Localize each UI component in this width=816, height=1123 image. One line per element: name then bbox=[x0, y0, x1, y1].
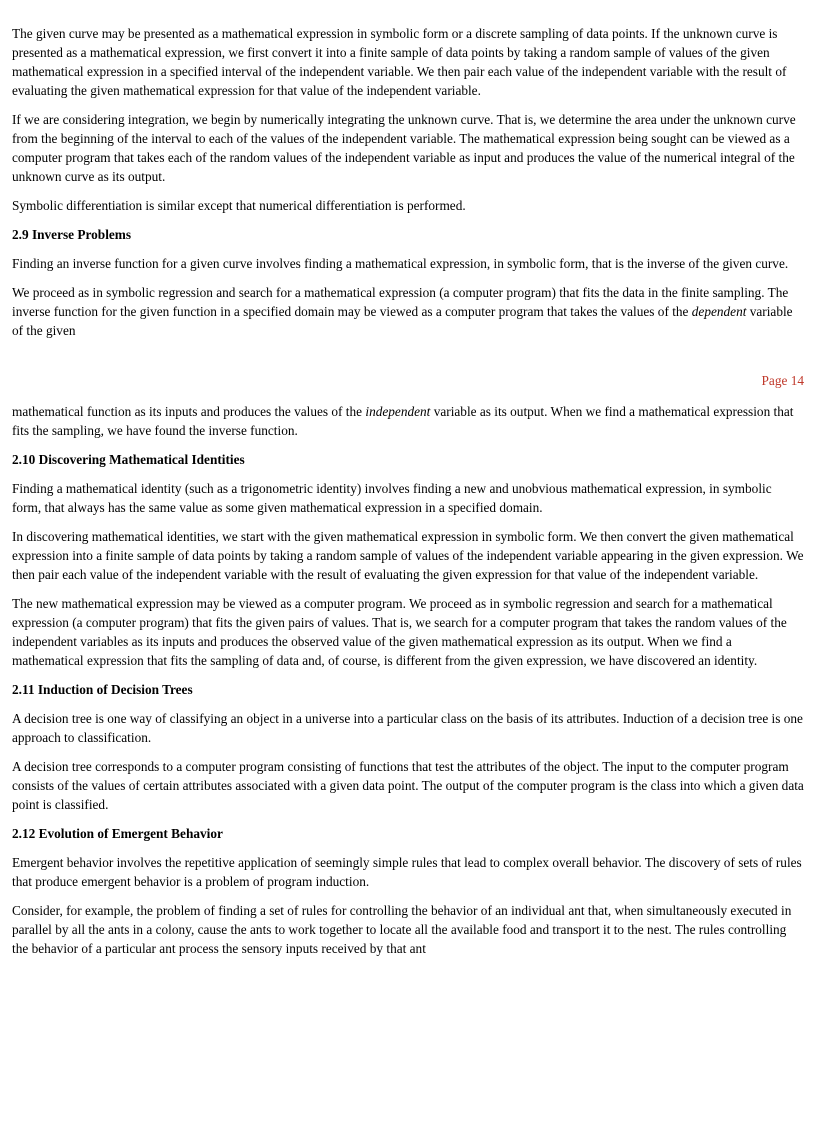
paragraph bbox=[12, 402, 804, 440]
paragraph: Emergent behavior involves the repetitive application of seemingly simple rules that lead to complex overall behavior. The discovery of sets of rules that produce emergent behavior is a problem of program induction. bbox=[12, 855, 802, 889]
paragraph: A decision tree is one way of classifying an object in a universe into a particular class on the basis of its attributes. Induction of a decision tree is one approach to classification. bbox=[12, 711, 803, 745]
paragraph: If we are considering integration, we begin by numerically integrating the unknown curve. That is, we determine the area under the unknown curve from the beginning of the interval to each of the values of the independent variable. The mathematical expression being sought can be viewed as a computer program that takes each of the random values of the independent variable as input and produces the value of the numerical integral of the unknown curve as its output. bbox=[12, 112, 796, 184]
page-number: Page 14 bbox=[761, 373, 804, 388]
paragraph bbox=[12, 283, 804, 340]
paragraph: The new mathematical expression may be viewed as a computer program. We proceed as in symbolic regression and search for a mathematical expression (a computer program) that fits the given pairs of values. That is, we search for a computer program that takes the random values of the independent variables as its inputs and produces the observed value of the given mathematical expression as its output. When we find a mathematical expression that fits the sampling of data and, of course, is different from the given expression, we have discovered an identity. bbox=[12, 596, 787, 668]
paragraph: Symbolic differentiation is similar except that numerical differentiation is performed. bbox=[12, 198, 466, 213]
section-heading-2-9: 2.9 Inverse Problems bbox=[12, 227, 132, 242]
text-run: mathematical function as its inputs and produces the values of the bbox=[12, 404, 366, 419]
text-run: variable of the given bbox=[12, 304, 793, 338]
text-run: We proceed as in symbolic regression and search for a mathematical expression (a computer program) that fits the data in the finite sampling. The inverse function for the given function in a specified domain may be viewed as a computer program that takes the values of the bbox=[12, 285, 789, 319]
text-run: variable as its output. When we find a mathematical expression that fits the sampling, we have found the inverse function. bbox=[12, 404, 794, 438]
paragraph: Consider, for example, the problem of finding a set of rules for controlling the behavior of an individual ant that, when simultaneously executed in parallel by all the ants in a colony, cause the ants to work together to locate all the available food and transport it to the nest. The rules controlling the behavior of a particular ant process the sensory inputs received by that ant bbox=[12, 903, 792, 956]
paragraph: A decision tree corresponds to a computer program consisting of functions that test the attributes of the object. The input to the computer program consists of the values of certain attributes associated with a given data point. The output of the computer program is the class into which a given data point is classified. bbox=[12, 759, 804, 812]
emphasis: dependent bbox=[691, 304, 747, 319]
emphasis: independent bbox=[365, 404, 431, 419]
section-heading-2-12: 2.12 Evolution of Emergent Behavior bbox=[12, 826, 223, 841]
paragraph: In discovering mathematical identities, we start with the given mathematical expression in symbolic form. We then convert the given mathematical expression into a finite sample of data points by taking a random sample of values of the independent variable appearing in the given expression. We then pair each value of the independent variable with the result of evaluating the given expression for that value of the independent variable. bbox=[12, 529, 804, 582]
paragraph: The given curve may be presented as a mathematical expression in symbolic form or a discrete sampling of data points. If the unknown curve is presented as a mathematical expression, we first convert it into a finite sample of data points by taking a random sample of values of the given mathematical expression in a specified interval of the independent variable. We then pair each value of the independent variable with the result of evaluating the given mathematical expression for that value of the independent variable. bbox=[12, 26, 787, 98]
paragraph: Finding an inverse function for a given curve involves finding a mathematical expression, in symbolic form, that is the inverse of the given curve. bbox=[12, 256, 789, 271]
section-heading-2-10: 2.10 Discovering Mathematical Identities bbox=[12, 452, 245, 467]
paragraph: Finding a mathematical identity (such as a trigonometric identity) involves finding a new and unobvious mathematical expression, in symbolic form, that always has the same value as some given mathematical expression in a specified domain. bbox=[12, 481, 772, 515]
section-heading-2-11: 2.11 Induction of Decision Trees bbox=[12, 682, 193, 697]
